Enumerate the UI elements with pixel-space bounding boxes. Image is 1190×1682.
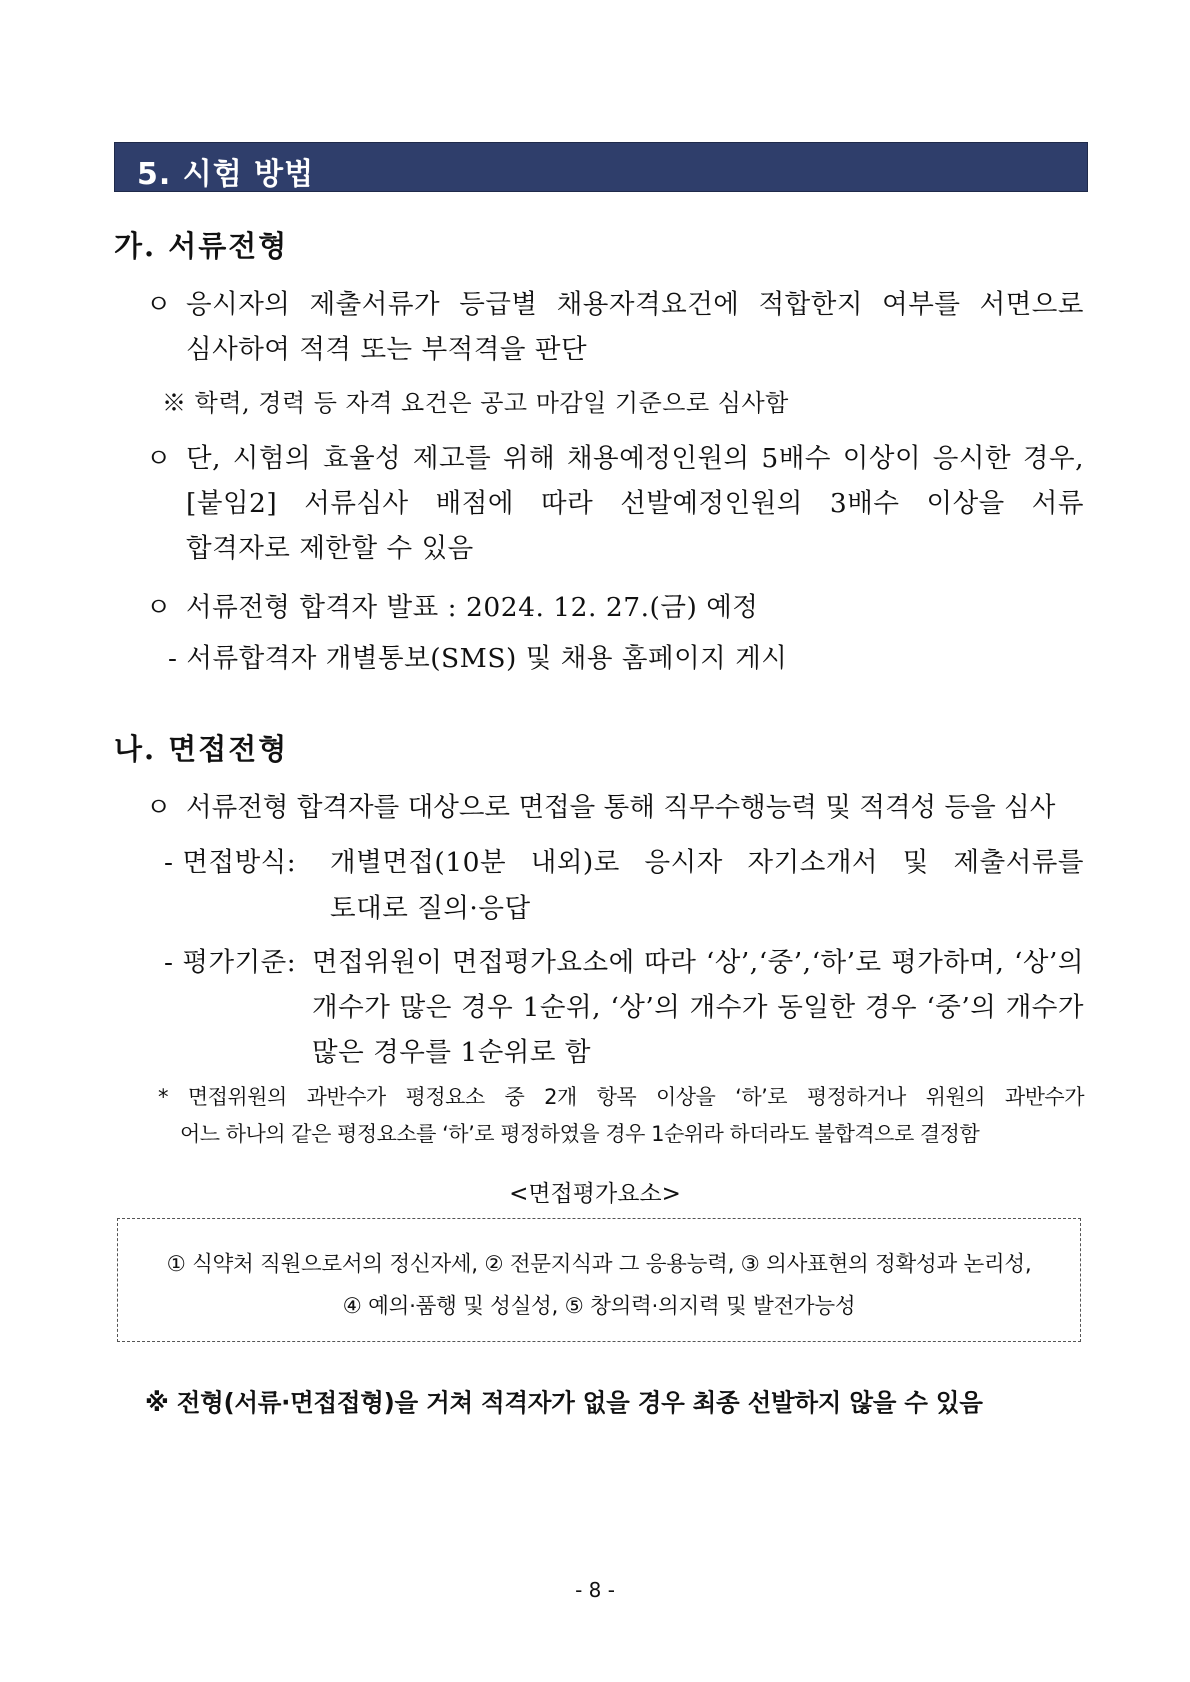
section-title: 5. 시험 방법 bbox=[137, 157, 315, 192]
eval-elements-box bbox=[117, 1218, 1081, 1342]
na-criteria-line1: 면접위원이 면접평가요소에 따라 ‘상’,‘중’,‘하’로 평가하며, ‘상’의 bbox=[312, 947, 1084, 978]
section-title-bar bbox=[114, 142, 1088, 192]
ga-item3-sub: - 서류합격자 개별통보(SMS) 및 채용 홈페이지 게시 bbox=[168, 643, 788, 674]
ga-item2-line2: [붙임2] 서류심사 배점에 따라 선발예정인원의 3배수 이상을 서류 bbox=[186, 488, 1084, 519]
na-item1: 서류전형 합격자를 대상으로 면접을 통해 직무수행능력 및 적격성 등을 심사 bbox=[186, 792, 1056, 823]
page-number: - 8 - bbox=[575, 1578, 615, 1602]
ga-item3: 서류전형 합격자 발표 : 2024. 12. 27.(금) 예정 bbox=[186, 592, 759, 623]
eval-line2: ④ 예의·품행 및 성실성, ⑤ 창의력·의지력 및 발전가능성 bbox=[342, 1294, 856, 1319]
na-criteria-line3: 많은 경우를 1순위로 함 bbox=[312, 1037, 592, 1068]
ga-note1: ※ 학력, 경력 등 자격 요건은 공고 마감일 기준으로 심사함 bbox=[162, 389, 789, 417]
na-method-line2: 토대로 질의·응답 bbox=[330, 893, 531, 924]
na-method-line1: 개별면접(10분 내외)로 응시자 자기소개서 및 제출서류를 bbox=[330, 847, 1084, 878]
na-criteria-line2: 개수가 많은 경우 1순위, ‘상’의 개수가 동일한 경우 ‘중’의 개수가 bbox=[312, 992, 1084, 1023]
ga-item1-line2: 심사하여 적격 또는 부적격을 판단 bbox=[186, 334, 588, 365]
ga-item2-line1: 단, 시험의 효율성 제고를 위해 채용예정인원의 5배수 이상이 응시한 경우, bbox=[186, 443, 1084, 474]
ga-item2-line3: 합격자로 제한할 수 있음 bbox=[186, 533, 474, 564]
ga-item1-line1: 응시자의 제출서류가 등급별 채용자격요건에 적합한지 여부를 서면으로 bbox=[186, 289, 1084, 320]
bullet-circle: ㅇ bbox=[146, 444, 172, 474]
bullet-circle: ㅇ bbox=[146, 793, 172, 823]
bullet-circle: ㅇ bbox=[146, 290, 172, 320]
na-method-label: - 면접방식: bbox=[164, 847, 297, 878]
eval-line1: ① 식약처 직원으로서의 정신자세, ② 전문지식과 그 응용능력, ③ 의사표현의 정확성과 논리성, bbox=[166, 1252, 1032, 1277]
subsection-heading-na: 나. 면접전형 bbox=[114, 732, 289, 766]
subsection-heading-ga: 가. 서류전형 bbox=[114, 229, 289, 263]
eval-title: <면접평가요소> bbox=[509, 1181, 681, 1207]
na-footnote-line2: 어느 하나의 같은 평정요소를 ‘하’로 평정하였을 경우 1순위라 하더라도 불합격으로 결정함 bbox=[180, 1122, 980, 1146]
na-footnote-line1: * 면접위원의 과반수가 평정요소 중 2개 항목 이상을 ‘하’로 평정하거나 위원의 과반수가 bbox=[158, 1085, 1084, 1109]
final-note: ※ 전형(서류·면접접형)을 거쳐 적격자가 없을 경우 최종 선발하지 않을 수 있음 bbox=[145, 1388, 983, 1417]
na-criteria-label: - 평가기준: bbox=[164, 947, 297, 978]
bullet-circle: ㅇ bbox=[146, 593, 172, 623]
